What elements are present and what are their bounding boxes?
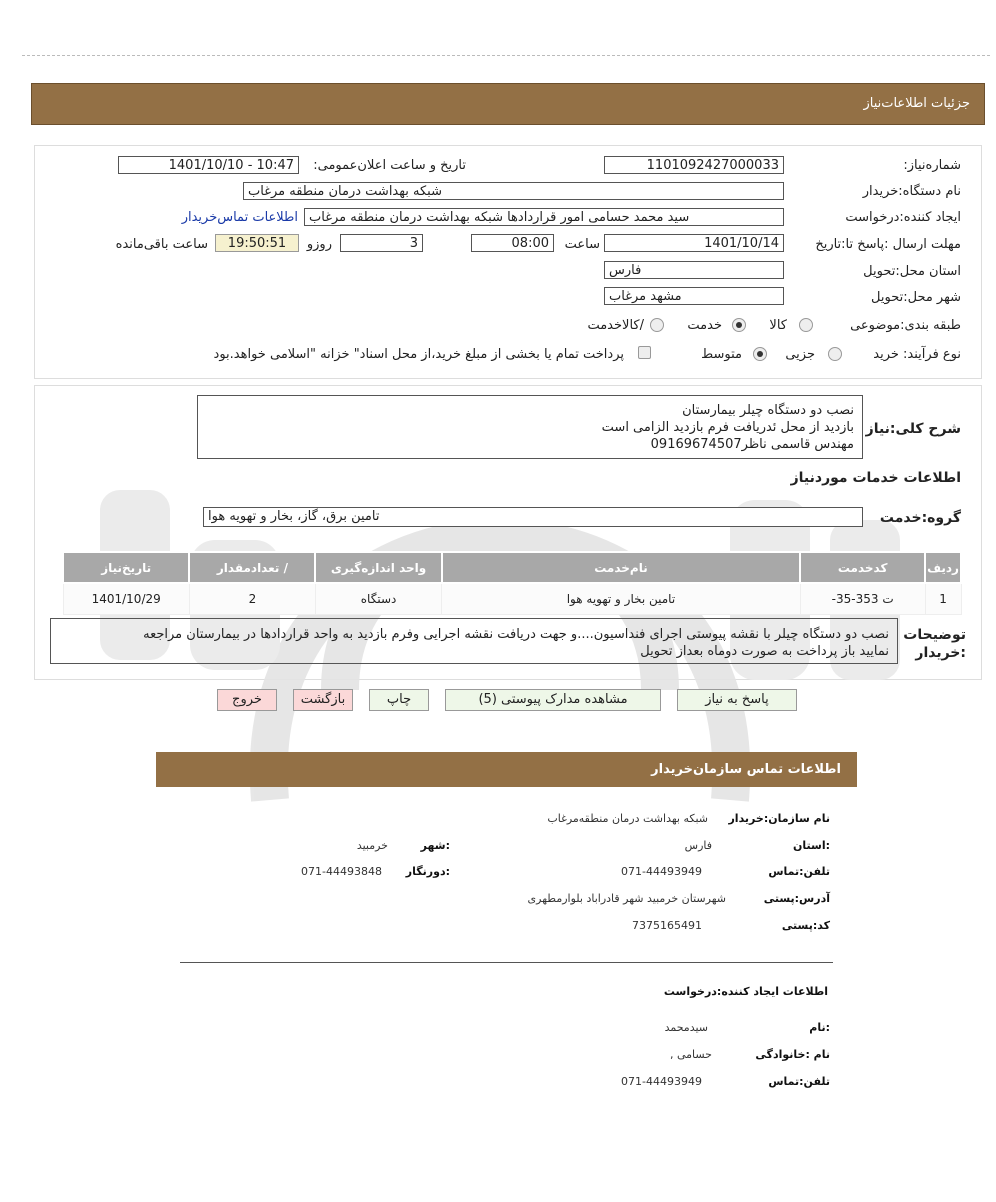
category-goods-service-label: /کالاخدمت [587, 318, 644, 333]
buyer-org-field: شبکه بهداشت درمان منطقه مرغاب [243, 182, 784, 200]
deadline-label: مهلت ارسال :پاسخ تا:تاریخ [815, 237, 961, 252]
process-partial-label: جزیی [785, 347, 815, 362]
contact-title: اطلاعات تماس سازمان‌خریدار [651, 762, 841, 777]
top-divider [22, 55, 990, 56]
attachments-button[interactable]: مشاهده مدارک پیوستی (5) [445, 689, 661, 711]
col-code: کدخدمت [800, 552, 925, 583]
cell-unit: دستگاه [315, 583, 441, 615]
buyer-notes-line-1: نصب دو دستگاه چیلر با نقشه پیوستی اجرای فنداسیون....و جهت دریافت نقشه اجرایی وفرم بازدید به واحد قراردادها در بیمارستان مراجعه [143, 627, 889, 642]
fax-label: :دورنگار [405, 865, 450, 878]
col-qty: / تعدادمقدار [189, 552, 315, 583]
phone-label: تلفن:تماس [768, 865, 830, 878]
days-field: 3 [340, 234, 423, 252]
reply-button[interactable]: پاسخ به نیاز [677, 689, 797, 711]
family-label: نام :خانوادگی [755, 1048, 830, 1061]
need-number-label: شماره‌نیاز: [903, 158, 961, 173]
province-contact-value: فارس [684, 839, 712, 852]
remaining-label: ساعت باقی‌مانده [115, 237, 208, 252]
creator-phone-value: 071-44493949 [621, 1075, 702, 1088]
need-number-field: 1101092427000033 [604, 156, 784, 174]
creator-title: اطلاعات ایجاد کننده:درخواست [663, 985, 828, 998]
cell-row: 1 [925, 583, 961, 615]
province-label: استان محل:تحویل [863, 264, 961, 279]
contact-header [156, 752, 857, 787]
col-name: نام‌خدمت [442, 552, 801, 583]
service-group-label: گروه:خدمت [879, 510, 961, 526]
buyer-contact-link[interactable]: اطلاعات تماس‌خریدار [181, 210, 298, 225]
print-button[interactable]: چاپ [369, 689, 429, 711]
category-service-label: خدمت [687, 318, 722, 333]
cell-code: ت 353-35- [800, 583, 925, 615]
city-contact-label: :شهر [420, 839, 450, 852]
services-title: اطلاعات خدمات موردنیاز [790, 470, 961, 486]
name-value: سیدمحمد [664, 1021, 708, 1034]
back-button[interactable]: بازگشت [293, 689, 353, 711]
announce-field: 1401/10/10 - 10:47 [118, 156, 299, 174]
address-value: شهرستان خرمبید شهر قادراباد بلوارمطهری [527, 892, 726, 905]
contact-divider [180, 962, 833, 963]
phone-value: 071-44493949 [621, 865, 702, 878]
org-label: نام سازمان:خریدار [728, 812, 830, 825]
fax-value: 071-44493848 [301, 865, 382, 878]
services-table [62, 551, 962, 615]
creator-phone-label: تلفن:تماس [768, 1075, 830, 1088]
postal-value: 7375165491 [632, 919, 702, 932]
buyer-notes-label-1: توضیحات [903, 627, 966, 643]
days-label: روزو [306, 237, 332, 252]
announce-label: تاریخ و ساعت اعلان‌عمومی: [313, 158, 466, 173]
page-title: جزئیات اطلاعات‌نیاز [863, 96, 970, 111]
process-label: نوع فرآیند: خرید [873, 347, 961, 362]
address-label: آدرس:پستی [763, 892, 830, 905]
col-unit: واحد اندازه‌گیری [315, 552, 441, 583]
description-line-3: مهندس قاسمی ناظر09169674507 [650, 437, 854, 452]
family-value: حسامی , [669, 1048, 712, 1061]
description-line-2: بازدید از محل ئدریافت فرم بازدید الزامی است [601, 420, 854, 435]
province-field: فارس [604, 261, 784, 279]
buyer-notes-label-2: :خریدار [915, 645, 966, 661]
buyer-org-label: نام دستگاه:خریدار [862, 184, 961, 199]
category-label: طبقه بندی:موضوعی [850, 318, 961, 333]
cell-date: 1401/10/29 [63, 583, 189, 615]
province-contact-label: :استان [793, 839, 830, 852]
description-label: شرح کلی:نیاز [865, 421, 961, 437]
city-contact-value: خرمبید [356, 839, 388, 852]
treasury-payment-label: پرداخت تمام یا بخشی از مبلغ خرید،از محل اسناد" خزانه "اسلامی خواهد.بود [213, 347, 624, 362]
buyer-notes-box [50, 618, 898, 664]
city-label: شهر محل:تحویل [871, 290, 961, 305]
table-row [63, 583, 961, 615]
buyer-notes-label [903, 626, 966, 662]
buyer-notes-line-2: نمایید باز پرداخت به صورت دوماه بعداز تحویل [640, 644, 889, 659]
creator-field: سید محمد حسامی امور قراردادها شبکه بهداشت درمان منطقه مرغاب [304, 208, 784, 226]
exit-button[interactable]: خروج [217, 689, 277, 711]
city-field: مشهد مرغاب [604, 287, 784, 305]
deadline-time-field: 08:00 [471, 234, 554, 252]
services-table-header [63, 552, 961, 583]
page-header [31, 83, 985, 125]
col-row: ردیف [925, 552, 961, 583]
postal-label: کد:پستی [781, 919, 830, 932]
deadline-time-label: ساعت [564, 237, 600, 252]
col-date: تاریخ‌نیاز [63, 552, 189, 583]
name-label: :نام [809, 1021, 830, 1034]
creator-label: ایجاد کننده:درخواست [845, 210, 961, 225]
description-line-1: نصب دو دستگاه چیلر بیمارستان [682, 403, 854, 418]
description-box [197, 395, 863, 459]
org-value: شبکه بهداشت درمان منطقه‌مرغاب [547, 812, 708, 825]
deadline-date-field: 1401/10/14 [604, 234, 784, 252]
cell-qty: 2 [189, 583, 315, 615]
cell-name: تامین بخار و تهویه هوا [442, 583, 801, 615]
remaining-time-field: 19:50:51 [215, 234, 299, 252]
process-medium-label: متوسط [701, 347, 742, 362]
service-group-field: تامین برق، گاز، بخار و تهویه هوا [203, 507, 863, 527]
category-goods-label: کالا [769, 318, 787, 333]
